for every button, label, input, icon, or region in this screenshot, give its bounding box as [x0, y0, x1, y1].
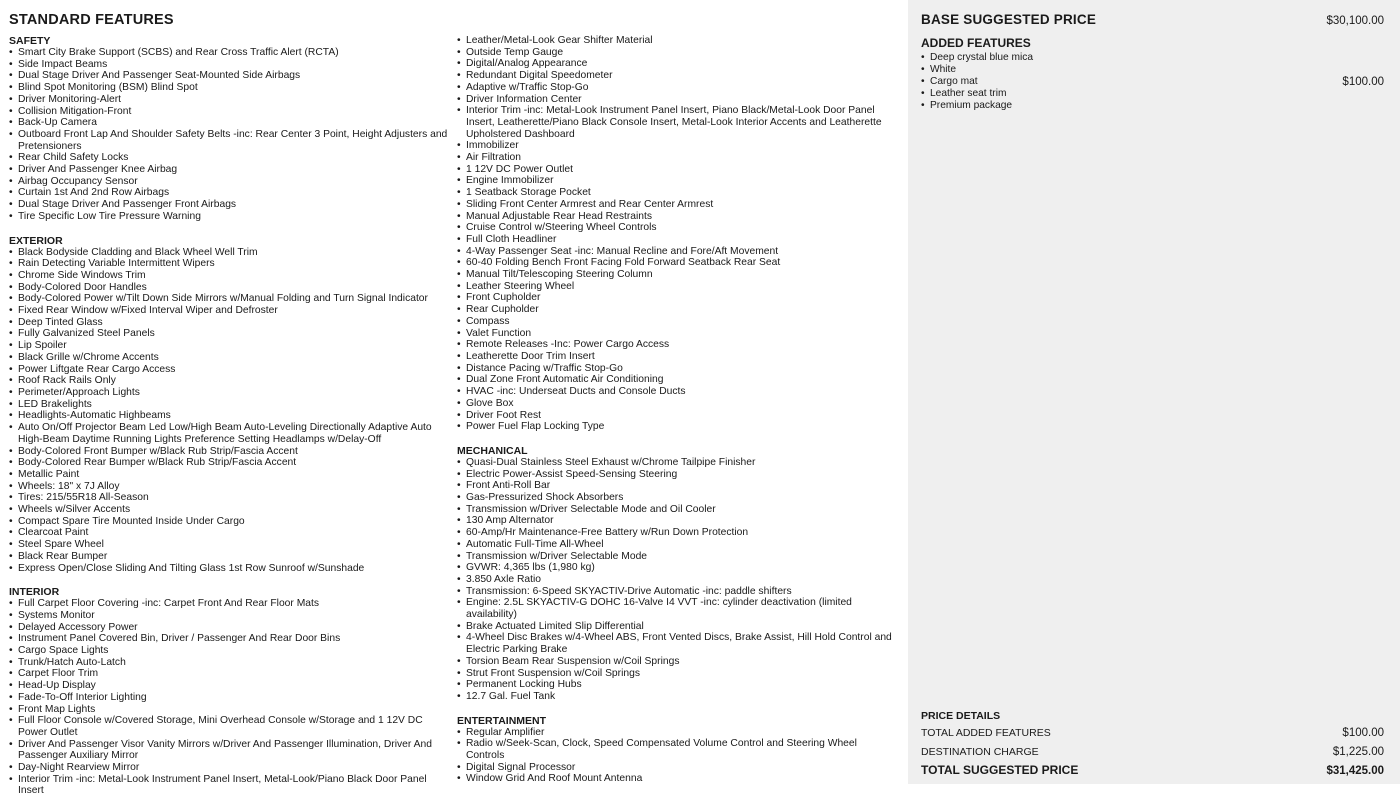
base-price-label: BASE SUGGESTED PRICE — [921, 12, 1097, 27]
feature-item: • Wheels: 18" x 7J Alloy — [9, 481, 449, 493]
feature-list — [457, 35, 897, 433]
feature-item: • Transmission w/Driver Selectable Mode and Oil Cooler — [457, 504, 897, 516]
price-details — [921, 710, 1384, 784]
feature-item: • Driver Foot Rest — [457, 410, 897, 422]
feature-item: • Automatic Full-Time All-Wheel — [457, 539, 897, 551]
feature-item: • Front Cupholder — [457, 292, 897, 304]
feature-item: • Remote Releases -Inc: Power Cargo Access — [457, 339, 897, 351]
feature-section — [457, 35, 897, 433]
feature-item: • Leather/Metal-Look Gear Shifter Material — [457, 35, 897, 47]
base-price-value: $30,100.00 — [1326, 15, 1384, 27]
feature-item: • Rear Cupholder — [457, 304, 897, 316]
feature-item: • Headlights-Automatic Highbeams — [9, 410, 449, 422]
added-feature-item — [921, 64, 1384, 76]
feature-list — [457, 727, 897, 786]
feature-item: • Smart City Brake Support (SCBS) and Rear Cross Traffic Alert (RCTA) — [9, 47, 449, 59]
page-title: STANDARD FEATURES — [9, 12, 174, 28]
feature-item: • Permanent Locking Hubs — [457, 679, 897, 691]
added-feature-name: • Premium package — [921, 100, 1012, 112]
feature-item: • Roof Rack Rails Only — [9, 375, 449, 387]
added-feature-item — [921, 100, 1384, 112]
section-heading: INTERIOR — [9, 586, 60, 599]
feature-item: • Head-Up Display — [9, 680, 449, 692]
feature-item: • Cargo Space Lights — [9, 645, 449, 657]
feature-item: • Fixed Rear Window w/Fixed Interval Wiper and Defroster — [9, 305, 449, 317]
feature-item: • 1 Seatback Storage Pocket — [457, 187, 897, 199]
feature-item: • Cruise Control w/Steering Wheel Controls — [457, 222, 897, 234]
section-heading: MECHANICAL — [457, 444, 528, 457]
added-feature-item — [921, 76, 1384, 88]
feature-item: • Delayed Accessory Power — [9, 622, 449, 634]
feature-item: • 60-40 Folding Bench Front Facing Fold Forward Seatback Rear Seat — [457, 257, 897, 269]
feature-list — [457, 457, 897, 703]
destination-row — [921, 746, 1384, 758]
feature-item: • Full Cloth Headliner — [457, 234, 897, 246]
added-feature-name: • Leather seat trim — [921, 88, 1006, 100]
feature-item: • 4-Wheel Disc Brakes w/4-Wheel ABS, Front Vented Discs, Brake Assist, Hill Hold Control and Electric Parking Brake — [457, 632, 897, 655]
feature-item: • Dual Stage Driver And Passenger Seat-Mounted Side Airbags — [9, 70, 449, 82]
feature-list — [9, 598, 449, 797]
added-feature-name: • White — [921, 64, 956, 76]
section-heading: ENTERTAINMENT — [457, 714, 547, 727]
feature-item: • Body-Colored Power w/Tilt Down Side Mirrors w/Manual Folding and Turn Signal Indicator — [9, 293, 449, 305]
feature-item: • Deep Tinted Glass — [9, 317, 449, 329]
added-feature-item — [921, 52, 1384, 64]
feature-item: • Fade-To-Off Interior Lighting — [9, 692, 449, 704]
feature-item: • Clearcoat Paint — [9, 527, 449, 539]
feature-item: • Body-Colored Rear Bumper w/Black Rub Strip/Fascia Accent — [9, 457, 449, 469]
feature-list — [9, 47, 449, 223]
feature-item: • Rain Detecting Variable Intermittent Wipers — [9, 258, 449, 270]
price-details-heading: PRICE DETAILS — [921, 710, 1001, 722]
feature-item: • Sliding Front Center Armrest and Rear Center Armrest — [457, 199, 897, 211]
feature-item: • Collision Mitigation-Front — [9, 106, 449, 118]
total-price-label: TOTAL SUGGESTED PRICE — [921, 763, 1079, 777]
feature-item: • Adaptive w/Traffic Stop-Go — [457, 82, 897, 94]
feature-item: • 1 12V DC Power Outlet — [457, 164, 897, 176]
price-summary — [921, 12, 1384, 112]
feature-item: • Transmission w/Driver Selectable Mode — [457, 551, 897, 563]
feature-item: • Fully Galvanized Steel Panels — [9, 328, 449, 340]
feature-item: • Driver And Passenger Visor Vanity Mirrors w/Driver And Passenger Illumination, Driver And Passenger Auxiliary Mirror — [9, 739, 449, 762]
feature-item: • 60-Amp/Hr Maintenance-Free Battery w/Run Down Protection — [457, 527, 897, 539]
feature-item: • Black Rear Bumper — [9, 551, 449, 563]
feature-item: • Transmission: 6-Speed SKYACTIV-Drive Automatic -inc: paddle shifters — [457, 586, 897, 598]
feature-item: • Perimeter/Approach Lights — [9, 387, 449, 399]
feature-item: • Window Grid And Roof Mount Antenna — [457, 773, 897, 785]
feature-item: • Back-Up Camera — [9, 117, 449, 129]
feature-item: • Auto On/Off Projector Beam Led Low/High Beam Auto-Leveling Directionally Adaptive Auto High-Beam Daytime Running Lights Preference Setting Headlamps w/Delay-Off — [9, 422, 449, 445]
feature-item: • Valet Function — [457, 328, 897, 340]
feature-item: • Distance Pacing w/Traffic Stop-Go — [457, 363, 897, 375]
feature-item: • Immobilizer — [457, 140, 897, 152]
feature-item: • Steel Spare Wheel — [9, 539, 449, 551]
feature-item: • Tires: 215/55R18 All-Season — [9, 492, 449, 504]
features-column-2 — [457, 35, 897, 797]
feature-item: • Torsion Beam Rear Suspension w/Coil Springs — [457, 656, 897, 668]
feature-item: • Front Anti-Roll Bar — [457, 480, 897, 492]
feature-item: • Glove Box — [457, 398, 897, 410]
feature-item: • 130 Amp Alternator — [457, 515, 897, 527]
feature-item: • Dual Zone Front Automatic Air Conditioning — [457, 374, 897, 386]
feature-item: • Wheels w/Silver Accents — [9, 504, 449, 516]
feature-item: • Rear Child Safety Locks — [9, 152, 449, 164]
feature-item: • Interior Trim -inc: Metal-Look Instrument Panel Insert, Metal-Look/Piano Black Door Panel Insert — [9, 774, 449, 797]
feature-item: • Air Filtration — [457, 152, 897, 164]
feature-item: • Express Open/Close Sliding And Tilting Glass 1st Row Sunroof w/Sunshade — [9, 563, 449, 575]
feature-item: • Leather Steering Wheel — [457, 281, 897, 293]
feature-item: • Electric Power-Assist Speed-Sensing Steering — [457, 469, 897, 481]
pricing-panel — [908, 0, 1400, 784]
feature-item: • Manual Tilt/Telescoping Steering Column — [457, 269, 897, 281]
feature-item: • Power Fuel Flap Locking Type — [457, 421, 897, 433]
feature-section — [9, 235, 449, 575]
feature-item: • Compact Spare Tire Mounted Inside Under Cargo — [9, 516, 449, 528]
feature-item: • Quasi-Dual Stainless Steel Exhaust w/Chrome Tailpipe Finisher — [457, 457, 897, 469]
added-feature-item — [921, 88, 1384, 100]
feature-item: • Full Carpet Floor Covering -inc: Carpet Front And Rear Floor Mats — [9, 598, 449, 610]
feature-item: • Lip Spoiler — [9, 340, 449, 352]
feature-item: • GVWR: 4,365 lbs (1,980 kg) — [457, 562, 897, 574]
feature-item: • Side Impact Beams — [9, 59, 449, 71]
feature-item: • Front Map Lights — [9, 704, 449, 716]
feature-item: • Metallic Paint — [9, 469, 449, 481]
feature-item: • Instrument Panel Covered Bin, Driver / Passenger And Rear Door Bins — [9, 633, 449, 645]
feature-item: • Gas-Pressurized Shock Absorbers — [457, 492, 897, 504]
feature-item: • HVAC -inc: Underseat Ducts and Console Ducts — [457, 386, 897, 398]
total-added-value: $100.00 — [1342, 727, 1384, 739]
feature-item: • Body-Colored Front Bumper w/Black Rub Strip/Fascia Accent — [9, 446, 449, 458]
feature-item: • Digital/Analog Appearance — [457, 58, 897, 70]
feature-item: • Driver Monitoring-Alert — [9, 94, 449, 106]
feature-item: • Interior Trim -inc: Metal-Look Instrument Panel Insert, Piano Black/Metal-Look Door Panel Insert, Leatherette/Piano Black Console Insert, Metal-Look Interior Accents and Leatherette Upholstered Dashboard — [457, 105, 897, 140]
total-price-value: $31,425.00 — [1326, 765, 1384, 777]
feature-section — [9, 586, 449, 797]
total-price-row — [921, 764, 1384, 777]
feature-item: • Regular Amplifier — [457, 727, 897, 739]
feature-item: • Day-Night Rearview Mirror — [9, 762, 449, 774]
feature-item: • Radio w/Seek-Scan, Clock, Speed Compensated Volume Control and Steering Wheel Controls — [457, 738, 897, 761]
feature-item: • Power Liftgate Rear Cargo Access — [9, 364, 449, 376]
feature-item: • Compass — [457, 316, 897, 328]
feature-item: • Driver Information Center — [457, 94, 897, 106]
feature-item: • Full Floor Console w/Covered Storage, Mini Overhead Console w/Storage and 1 12V DC Power Outlet — [9, 715, 449, 738]
feature-item: • Trunk/Hatch Auto-Latch — [9, 657, 449, 669]
feature-item: • LED Brakelights — [9, 399, 449, 411]
feature-item: • Engine: 2.5L SKYACTIV-G DOHC 16-Valve I4 VVT -inc: cylinder deactivation (limited availability) — [457, 597, 897, 620]
feature-item: • Redundant Digital Speedometer — [457, 70, 897, 82]
feature-item: • Engine Immobilizer — [457, 175, 897, 187]
feature-item: • Systems Monitor — [9, 610, 449, 622]
added-features-heading: ADDED FEATURES — [921, 36, 1031, 50]
section-heading: SAFETY — [9, 35, 51, 47]
feature-item: • Black Bodyside Cladding and Black Wheel Well Trim — [9, 247, 449, 259]
feature-item: • 3.850 Axle Ratio — [457, 574, 897, 586]
feature-item: • 12.7 Gal. Fuel Tank — [457, 691, 897, 703]
destination-value: $1,225.00 — [1332, 746, 1384, 758]
feature-item: • Driver And Passenger Knee Airbag — [9, 164, 449, 176]
feature-item: • Chrome Side Windows Trim — [9, 270, 449, 282]
feature-item: • 4-Way Passenger Seat -inc: Manual Recline and Fore/Aft Movement — [457, 246, 897, 258]
feature-item: • Digital Signal Processor — [457, 762, 897, 774]
feature-item: • Body-Colored Door Handles — [9, 282, 449, 294]
base-price-row — [921, 12, 1384, 27]
feature-item: • Dual Stage Driver And Passenger Front Airbags — [9, 199, 449, 211]
feature-item: • Leatherette Door Trim Insert — [457, 351, 897, 363]
feature-section — [457, 715, 897, 786]
section-heading: EXTERIOR — [9, 234, 63, 247]
added-feature-name: • Cargo mat — [921, 76, 978, 88]
feature-item: • Airbag Occupancy Sensor — [9, 176, 449, 188]
features-column-1 — [9, 35, 449, 809]
feature-item: • Curtain 1st And 2nd Row Airbags — [9, 187, 449, 199]
feature-item: • Tire Specific Low Tire Pressure Warning — [9, 211, 449, 223]
feature-item: • Carpet Floor Trim — [9, 668, 449, 680]
feature-list — [9, 247, 449, 575]
feature-item: • Manual Adjustable Rear Head Restraints — [457, 211, 897, 223]
feature-item: • Blind Spot Monitoring (BSM) Blind Spot — [9, 82, 449, 94]
feature-item: • Outboard Front Lap And Shoulder Safety Belts -inc: Rear Center 3 Point, Height Adjusters and Pretensioners — [9, 129, 449, 152]
feature-item: • Strut Front Suspension w/Coil Springs — [457, 668, 897, 680]
feature-item: • Black Grille w/Chrome Accents — [9, 352, 449, 364]
destination-label: DESTINATION CHARGE — [921, 746, 1039, 758]
feature-section — [457, 445, 897, 703]
total-added-row — [921, 727, 1384, 739]
feature-section — [9, 35, 449, 223]
total-added-label: TOTAL ADDED FEATURES — [921, 727, 1051, 739]
added-feature-price: $100.00 — [1342, 76, 1384, 88]
feature-item: • Brake Actuated Limited Slip Differential — [457, 621, 897, 633]
added-feature-name: • Deep crystal blue mica — [921, 52, 1033, 64]
added-features-list — [921, 52, 1384, 112]
feature-item: • Outside Temp Gauge — [457, 47, 897, 59]
